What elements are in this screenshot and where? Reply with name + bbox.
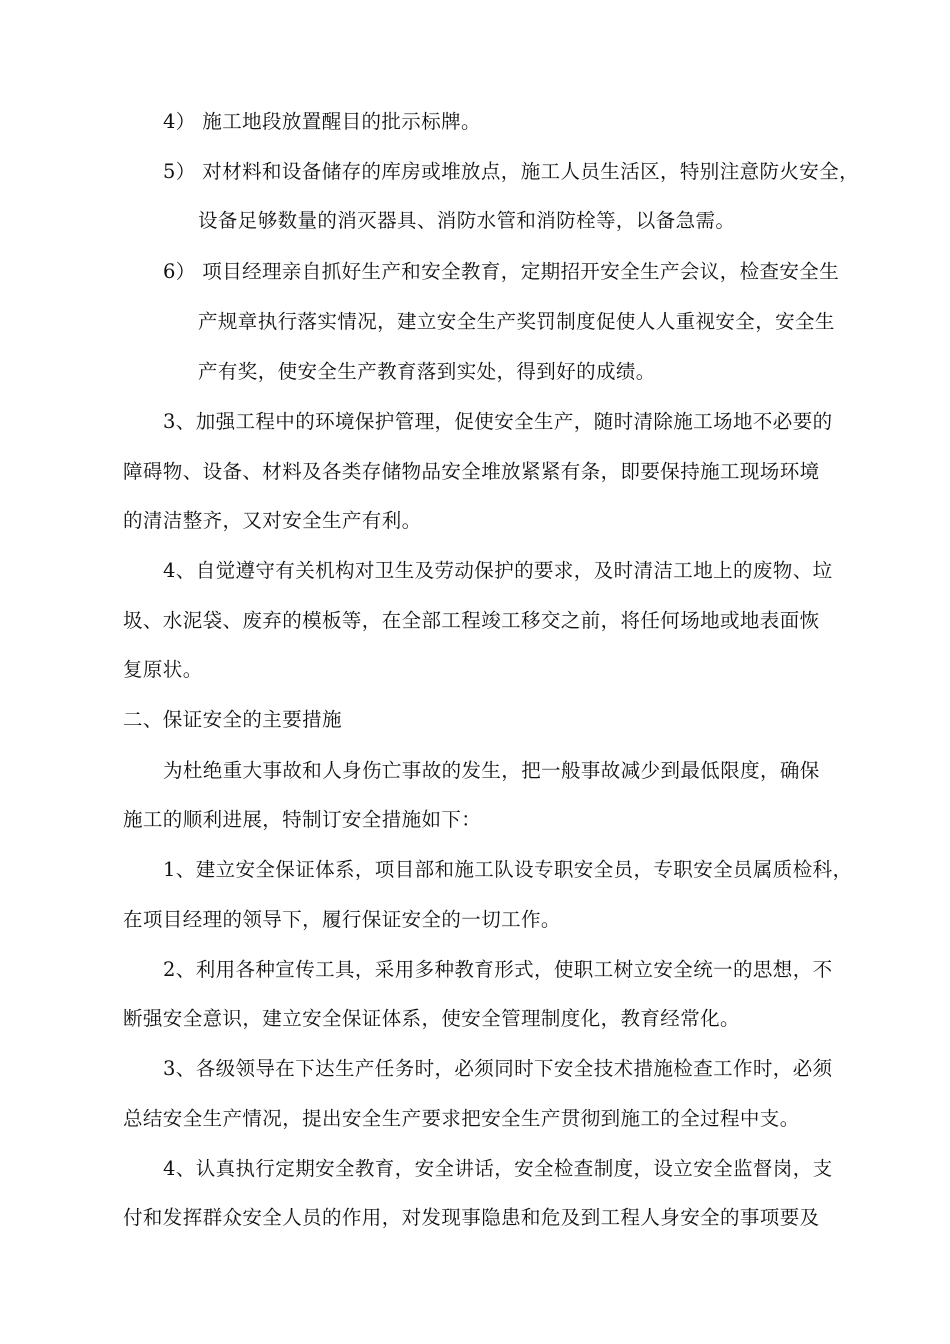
list-item-5-line-2: 设备足够数量的消灭器具、消防水管和消防栓等，以备急需。 (198, 209, 736, 232)
measure-3-line-2: 总结安全生产情况，提出安全生产要求把安全生产贯彻到施工的全过程中支。 (123, 1107, 800, 1130)
measure-3-line-1: 3、各级领导在下达生产任务时，必须同时下安全技术措施检查工作时，必须 (163, 1057, 833, 1080)
paragraph-4-line-1: 4、自觉遵守有关机构对卫生及劳动保护的要求，及时清洁工地上的废物、垃 (163, 559, 833, 582)
list-item-6-line-2: 产规章执行落实情况，建立安全生产奖罚制度促使人人重视安全，安全生 (198, 310, 835, 333)
list-item-6-line-3: 产有奖，使安全生产教育落到实处，得到好的成绩。 (198, 360, 656, 383)
intro-paragraph-line-1: 为杜绝重大事故和人身伤亡事故的发生，把一般事故减少到最低限度，确保 (163, 759, 820, 782)
section-heading: 二、保证安全的主要措施 (123, 708, 342, 731)
paragraph-3-line-2: 障碍物、设备、材料及各类存储物品安全堆放紧紧有条，即要保持施工现场环境 (123, 460, 820, 483)
measure-2-line-1: 2、利用各种宣传工具，采用多种教育形式，使职工树立安全统一的思想，不 (163, 958, 833, 981)
measure-1-line-1: 1、建立安全保证体系，项目部和施工队设专职安全员，专职安全员属质检科， (163, 858, 853, 881)
paragraph-3-line-1: 3、加强工程中的环境保护管理，促使安全生产，随时清除施工场地不必要的 (163, 410, 833, 433)
measure-4-line-1: 4、认真执行定期安全教育，安全讲话，安全检查制度，设立安全监督岗，支 (163, 1157, 833, 1180)
measure-1-line-2: 在项目经理的领导下，履行保证安全的一切工作。 (123, 908, 561, 931)
list-item-4: 4） 施工地段放置醒目的批示标牌。 (163, 110, 481, 133)
paragraph-4-line-2: 圾、水泥袋、废弃的模板等，在全部工程竣工移交之前，将任何场地或地表面恢 (123, 609, 820, 632)
intro-paragraph-line-2: 施工的顺利进展，特制订安全措施如下： (123, 808, 482, 831)
list-item-5-line-1: 5） 对材料和设备储存的库房或堆放点，施工人员生活区，特别注意防火安全， (163, 160, 860, 183)
paragraph-4-line-3: 复原状。 (123, 658, 203, 681)
paragraph-3-line-3: 的清洁整齐，又对安全生产有利。 (123, 509, 422, 532)
measure-2-line-2: 断强安全意识，建立安全保证体系，使安全管理制度化，教育经常化。 (123, 1007, 740, 1030)
list-item-6-line-1: 6） 项目经理亲自抓好生产和安全教育，定期招开安全生产会议，检查安全生 (163, 260, 840, 283)
measure-4-line-2: 付和发挥群众安全人员的作用，对发现事隐患和危及到工程人身安全的事项要及 (123, 1206, 820, 1229)
